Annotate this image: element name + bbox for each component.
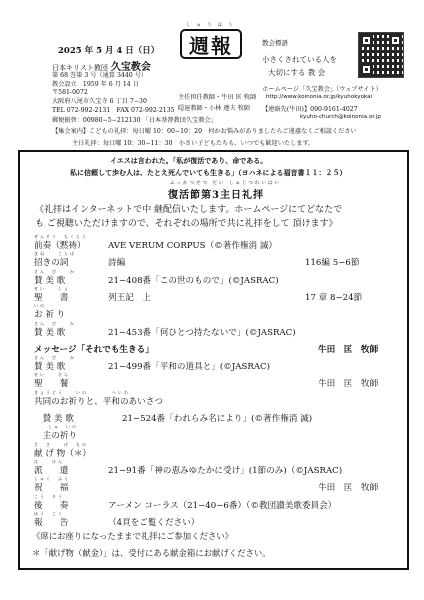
program-item-label: 報 告 [34, 517, 69, 528]
website-heading: ホームページ「久宝教会」（ウェブサイト） [262, 86, 382, 93]
qr-finder-icon [360, 63, 373, 76]
program-item-ruby: さん び か [34, 320, 76, 326]
assembly-info: 【集会案内】こどもの礼拝：毎日曜 10：00−10：20 何かお悩みがありましたらご遠慮なくご相談ください [52, 128, 357, 135]
program-item-ruby: せい さん [34, 372, 70, 378]
qr-finder-icon [389, 34, 402, 47]
program-item-detail: 列王記 上 [108, 292, 151, 303]
program-item-detail: アーメン コーラス（21−40−6番）（©教団讃美歌委員会） [108, 500, 337, 511]
program-item-ruby: まね ことば [34, 251, 76, 257]
program-item-right: 牛田 匡 牧師 [318, 344, 379, 355]
program-item-detail: 21−408番「この世のもので」(©JASRAC) [108, 275, 279, 286]
program-item-detail: 詩編 [108, 258, 126, 269]
program-item-ruby: さん び か [34, 268, 76, 274]
motto-line-2: 大切にする 教 会 [268, 68, 326, 77]
church-name: 久宝教会 [110, 62, 151, 73]
program-item-detail: （4頁をご覧ください） [108, 517, 200, 528]
scripture-line-2: 私に信頼して歩む人は、たとえ死んでいても生きる」（ヨハネによる福音書１１：２５） [70, 168, 347, 177]
motto-line-1: 小さくされている人を [262, 55, 337, 64]
program-item-label: 後 奏 [34, 500, 69, 511]
footer-note-1: 《席にお座りになったままで礼拝にご参加ください》 [32, 531, 233, 541]
broadcast-note-1: 《礼拝はインターネットで中 継配信いたします。ホームページにてどなたで [35, 205, 343, 215]
program-item-ruby: さ さ げ もの [34, 441, 88, 447]
bulletin-date: 2025 年 5 月 4 日（日） [58, 46, 160, 56]
founded-date: 教会設立 1959 年 6 月 14 日 [52, 81, 139, 88]
pastor-main: 主任担任教師・牛田 匡 牧師 [178, 94, 257, 101]
program-item-detail: 21−524番「われらみ名により」(©著作権消 滅) [122, 414, 313, 424]
address-street: 大阪府八尾市久宝寺 6 丁目 7−30 [52, 98, 147, 105]
footer-note-2: ＊「献げ物（献金）」は、受付にある献金箱にお献げください。 [32, 548, 271, 558]
program-item-detail: 21−91番「神の恵みゆたかに受け」(1節のみ)（©JASRAC) [108, 465, 343, 476]
program-item-ruby: いの [34, 303, 46, 309]
program-item-label: 賛 美 歌 [34, 327, 66, 338]
program-item-detail: AVE VERUM CORPUS（©著作権消 滅） [108, 241, 278, 251]
tel-fax: TEL 072-992-2131 FAX 072-992-2135 [52, 107, 175, 114]
pastor-retired: 隠退教師・小林 遵夫 牧師 [178, 105, 250, 112]
program-item-label: メッセージ「それでも生きる」 [34, 344, 154, 355]
motto-heading: 教会標語 [262, 39, 288, 47]
program-item-label: 聖 書 [34, 292, 69, 303]
service-title: 復活節第3主日礼拝 [168, 190, 264, 201]
program-item-label: 賛 美 歌 [34, 275, 66, 286]
program-item-ruby: ほう こく [34, 510, 64, 516]
program-item-ruby: は けん [34, 458, 64, 464]
program-item-label: 賛 美 歌 [34, 362, 66, 373]
program-item-label: 共同のお祈りと、平和のあいさつ [34, 396, 163, 407]
title-box [180, 29, 242, 59]
program-item-label: 賛 美 歌 [34, 414, 74, 424]
program-item-right: 牛田 匡 牧師 [318, 379, 379, 390]
program-item-ruby: しゅく ふく [34, 476, 70, 482]
program-item-ruby: こう そう [34, 493, 64, 499]
program-item-label: 祝 福 [34, 483, 69, 494]
program-item-ruby: しゅ いの [48, 424, 78, 430]
program-item-right: 牛田 匡 牧師 [318, 483, 379, 494]
program-item-detail: 21−453番「何ひとつ持たないで」(©JASRAC) [108, 327, 296, 338]
main-worship-info: 主日礼拝：毎日曜 10：30−11：30 小さい子どもたちも、いつでも歓迎いたします。 [72, 140, 315, 147]
broadcast-note-2: も ご視聴いただけますので、それぞれの場所で共に礼拝をして 頂けます》 [35, 219, 338, 229]
qr-code-icon[interactable] [358, 32, 404, 78]
program-item-label: 派 遣 [34, 465, 69, 476]
program-item-ruby: さん び か [34, 355, 76, 361]
program-item-ruby: ぜんそう もくとう [34, 234, 88, 239]
program-item-label: 献 げ 物（＊） [34, 448, 92, 459]
program-item-ruby: せい しょ [34, 285, 70, 291]
contact-phone: 【連絡先(牛田)】090-9161-4027 [262, 106, 358, 113]
program-item-detail: 21−499番「平和の道具と」(©JASRAC) [108, 362, 270, 373]
website-link[interactable]: http://www.koinonia.or.jp/kyuhokyokai [266, 94, 373, 100]
qr-finder-icon [360, 34, 373, 47]
bulletin-header [0, 0, 424, 150]
program-item-right: 17 章 8−24節 [305, 292, 363, 303]
program-item-label: お 祈 り [34, 310, 66, 321]
address-postal: 〒581-0072 [52, 89, 88, 96]
email-link[interactable]: kyuho-church@koinonia.or.jp [300, 114, 381, 120]
program-item-label: 聖 餐 [34, 379, 69, 390]
bulletin-title: 週報 [189, 33, 233, 58]
program-item-label: 招きの詞 [34, 258, 69, 269]
service-title-ruby: ふっかつせつ だい しゅじつれいはい [170, 181, 281, 186]
title-ruby: しゅうほう [186, 23, 239, 28]
program-item-label: 主の祈り [34, 431, 77, 442]
denomination: 日本キリスト教団 [52, 64, 108, 72]
scripture-line-1: イエスは言われた。「私が復活であり、命である。 [110, 156, 268, 165]
issue-number: 第 68 巻第 3 号（通算 3440 号） [52, 72, 148, 79]
program-item-right: 116編 5−6節 [305, 258, 360, 269]
postal-transfer: 郵便振替：00980−5−212130 「日本基督教団久宝教会」 [52, 117, 217, 124]
program-item-label: 前奏（黙祷） [34, 241, 86, 251]
program-item-ruby: きょうどう いの へいわ [34, 389, 130, 395]
